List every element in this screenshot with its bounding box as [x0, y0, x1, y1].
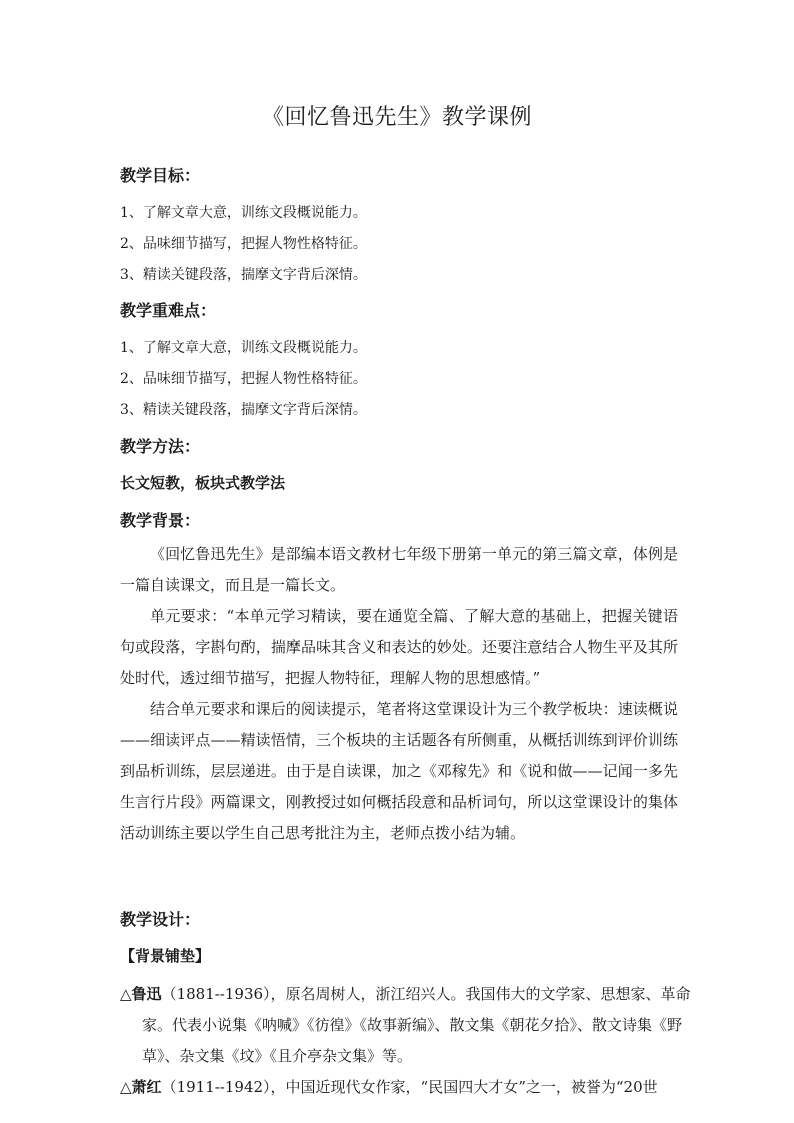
objective-item-2: 2、品味细节描写，把握人物性格特征。	[120, 236, 367, 252]
key-point-item-3: 3、精读关键段落，揣摩文字背后深情。	[120, 402, 367, 418]
objective-item-1: 1、了解文章大意，训练文段概说能力。	[120, 205, 367, 221]
key-points-heading: 教学重难点：	[120, 301, 217, 320]
bio-name: 鲁迅	[131, 985, 162, 1003]
bio-text: （1911--1942），中国近现代女作家，“民国四大才女”之一，被誉为“20世	[161, 1078, 658, 1096]
bio-xiaohong	[120, 1072, 707, 1103]
background-paragraph-2: 单元要求：“本单元学习精读，要在通览全篇、了解大意的基础上，把握关键语句或段落，字斟句酌，揣摩品味其含义和表达的妙处。还要注意结合人物生平及其所处时代，透过细节描写，把握人物特征，理解人物的思想感情。”	[120, 607, 678, 687]
background-heading: 教学背景：	[120, 511, 201, 530]
bio-text: （1881--1936），原名周树人，浙江绍兴人。我国伟大的文学家、思想家、革命家。代表小说集《呐喊》《彷徨》《故事新编》、散文集《朝花夕拾》、散文诗集《野草》、杂文集《坟》《且介亭杂文集》等。	[142, 985, 691, 1065]
methods-heading: 教学方法：	[120, 437, 201, 456]
key-point-item-1: 1、了解文章大意，训练文段概说能力。	[120, 340, 367, 356]
page-title: 《回忆鲁迅先生》教学课例	[261, 105, 532, 130]
design-sub-heading: 【背景铺垫】	[120, 947, 211, 965]
background-paragraph-1: 《回忆鲁迅先生》是部编本语文教材七年级下册第一单元的第三篇文章，体例是一篇自读课文，而且是一篇长文。	[120, 545, 678, 594]
key-point-item-2: 2、品味细节描写，把握人物性格特征。	[120, 371, 367, 387]
design-heading: 教学设计：	[120, 910, 201, 929]
bio-name: 萧红	[131, 1078, 162, 1096]
bio-luxun	[120, 979, 707, 1072]
background-paragraph-3: 结合单元要求和课后的阅读提示，笔者将这堂课设计为三个教学板块：速读概说——细读评点——精读悟情，三个板块的主话题各有所侧重，从概括训练到评价训练到品析训练，层层递进。由于是自读课，加之《邓稼先》和《说和做——记闻一多先生言行片段》两篇课文，刚教授过如何概括段意和品析词句，所以这堂课设计的集体活动训练主要以学生自己思考批注为主，老师点拨小结为辅。	[120, 700, 678, 842]
objectives-heading: 教学目标：	[120, 166, 201, 185]
methods-text: 长文短教，板块式教学法	[120, 474, 286, 492]
triangle-marker: △	[120, 985, 132, 1003]
objective-item-3: 3、精读关键段落，揣摩文字背后深情。	[120, 267, 367, 283]
triangle-marker: △	[120, 1078, 132, 1096]
